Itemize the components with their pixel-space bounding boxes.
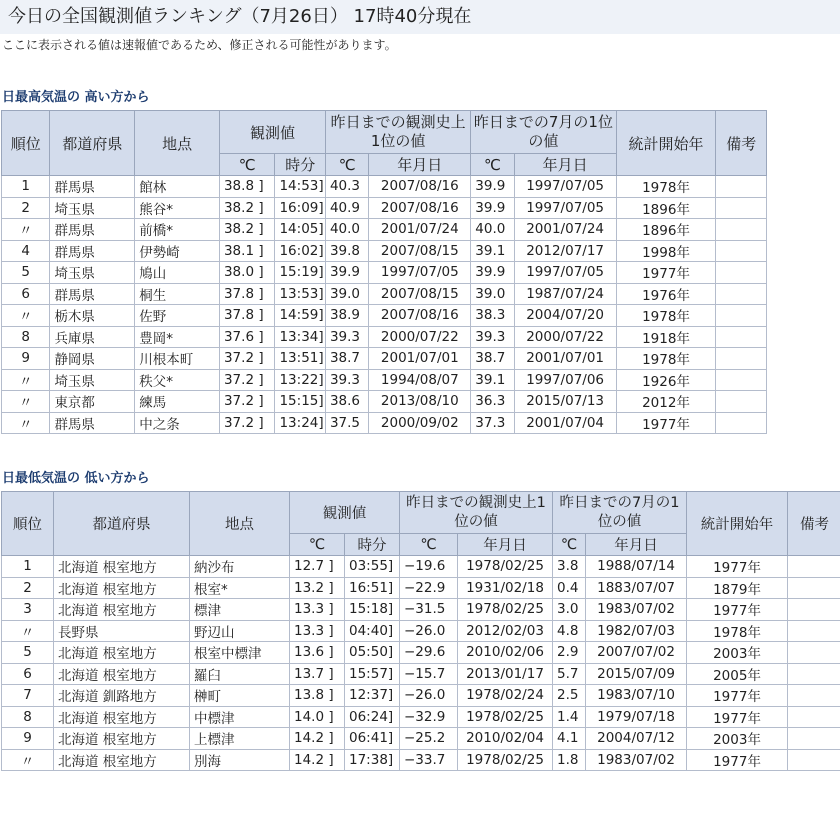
header-place: 地点 (190, 492, 290, 556)
table-row (2, 219, 767, 241)
july-temp-cell: 1.4 (553, 706, 586, 728)
obs-temp-cell: 37.2 ] (219, 369, 275, 391)
prefecture-cell: 群馬県 (50, 219, 135, 241)
remarks-cell (788, 706, 840, 728)
header-record-all-time: 昨日までの観測史上1位の値 (400, 492, 553, 534)
start-year-cell: 1998年 (616, 240, 716, 262)
table-row (2, 577, 840, 599)
july-date-cell: 1987/07/24 (514, 283, 616, 305)
july-date-cell: 1997/07/05 (514, 176, 616, 198)
table-row (2, 326, 767, 348)
table-row (2, 599, 840, 621)
july-date-cell: 1983/07/02 (586, 749, 687, 771)
obs-temp-cell: 13.3 ] (290, 620, 345, 642)
obs-temp-cell: 13.3 ] (290, 599, 345, 621)
place-cell: 桐生 (135, 283, 220, 305)
rank-cell: 7 (2, 685, 54, 707)
obs-time-cell: 06:24] (345, 706, 400, 728)
header-place: 地点 (135, 111, 220, 176)
july-date-cell: 1983/07/02 (586, 599, 687, 621)
obs-temp-cell: 14.0 ] (290, 706, 345, 728)
obs-time-cell: 06:41] (345, 728, 400, 750)
remarks-cell (716, 391, 767, 413)
page-title: 今日の全国観測値ランキング（7月26日） 17時40分現在 (0, 0, 840, 34)
obs-temp-cell: 37.8 ] (219, 305, 275, 327)
place-cell: 根室中標津 (190, 642, 290, 664)
july-date-cell: 2001/07/04 (514, 412, 616, 434)
obs-temp-cell: 13.2 ] (290, 577, 345, 599)
obs-temp-cell: 13.7 ] (290, 663, 345, 685)
prefecture-cell: 北海道 根室地方 (54, 728, 190, 750)
place-cell: 中標津 (190, 706, 290, 728)
record-date-cell: 2007/08/16 (369, 176, 471, 198)
place-cell: 秩父* (135, 369, 220, 391)
obs-time-cell: 15:57] (345, 663, 400, 685)
july-date-cell: 2015/07/09 (586, 663, 687, 685)
record-date-cell: 2001/07/24 (369, 219, 471, 241)
header-rec-date: 年月日 (458, 534, 553, 556)
july-temp-cell: 39.9 (471, 262, 514, 284)
place-cell: 練馬 (135, 391, 220, 413)
prefecture-cell: 北海道 根室地方 (54, 577, 190, 599)
rank-cell: 〃 (2, 369, 50, 391)
rank-cell: 5 (2, 642, 54, 664)
prefecture-cell: 北海道 根室地方 (54, 556, 190, 578)
table-row (2, 369, 767, 391)
record-temp-cell: −26.0 (400, 620, 458, 642)
rank-cell: 〃 (2, 620, 54, 642)
prefecture-cell: 兵庫県 (50, 326, 135, 348)
rank-cell: 8 (2, 706, 54, 728)
record-date-cell: 2010/02/04 (458, 728, 553, 750)
header-jul-temp: ℃ (553, 534, 586, 556)
header-remarks: 備考 (716, 111, 767, 176)
record-date-cell: 2010/02/06 (458, 642, 553, 664)
remarks-cell (788, 556, 840, 578)
start-year-cell: 1977年 (687, 706, 788, 728)
place-cell: 豊岡* (135, 326, 220, 348)
obs-time-cell: 13:34] (275, 326, 325, 348)
july-date-cell: 1983/07/10 (586, 685, 687, 707)
min-temp-section-title: 日最低気温の 低い方から (2, 471, 150, 486)
record-temp-cell: −29.6 (400, 642, 458, 664)
obs-temp-cell: 14.2 ] (290, 749, 345, 771)
july-temp-cell: 39.9 (471, 176, 514, 198)
place-cell: 佐野 (135, 305, 220, 327)
july-temp-cell: 40.0 (471, 219, 514, 241)
obs-time-cell: 03:55] (345, 556, 400, 578)
record-date-cell: 2012/02/03 (458, 620, 553, 642)
table-row (2, 620, 840, 642)
prefecture-cell: 北海道 根室地方 (54, 599, 190, 621)
header-rank: 順位 (2, 492, 54, 556)
prefecture-cell: 北海道 根室地方 (54, 663, 190, 685)
header-rec-temp: ℃ (400, 534, 458, 556)
july-temp-cell: 3.0 (553, 599, 586, 621)
header-rec-date: 年月日 (369, 154, 471, 176)
record-date-cell: 2013/01/17 (458, 663, 553, 685)
obs-temp-cell: 37.2 ] (219, 412, 275, 434)
july-temp-cell: 4.1 (553, 728, 586, 750)
record-date-cell: 2007/08/16 (369, 197, 471, 219)
place-cell: 熊谷* (135, 197, 220, 219)
rank-cell: 2 (2, 197, 50, 219)
obs-time-cell: 15:18] (345, 599, 400, 621)
rank-cell: 9 (2, 728, 54, 750)
remarks-cell (716, 219, 767, 241)
record-temp-cell: 40.9 (325, 197, 368, 219)
july-date-cell: 2015/07/13 (514, 391, 616, 413)
obs-temp-cell: 37.2 ] (219, 348, 275, 370)
july-temp-cell: 39.0 (471, 283, 514, 305)
start-year-cell: 1926年 (616, 369, 716, 391)
july-temp-cell: 0.4 (553, 577, 586, 599)
obs-time-cell: 13:53] (275, 283, 325, 305)
table-row (2, 749, 840, 771)
place-cell: 羅臼 (190, 663, 290, 685)
place-cell: 前橋* (135, 219, 220, 241)
record-date-cell: 2007/08/15 (369, 240, 471, 262)
remarks-cell (716, 326, 767, 348)
july-date-cell: 2004/07/12 (586, 728, 687, 750)
record-temp-cell: −33.7 (400, 749, 458, 771)
july-temp-cell: 39.1 (471, 369, 514, 391)
prefecture-cell: 群馬県 (50, 240, 135, 262)
record-temp-cell: 40.0 (325, 219, 368, 241)
july-date-cell: 1982/07/03 (586, 620, 687, 642)
table-row (2, 348, 767, 370)
obs-time-cell: 15:15] (275, 391, 325, 413)
record-temp-cell: 40.3 (325, 176, 368, 198)
table-row (2, 728, 840, 750)
rank-cell: 〃 (2, 305, 50, 327)
rank-cell: 〃 (2, 412, 50, 434)
remarks-cell (716, 262, 767, 284)
remarks-cell (716, 283, 767, 305)
july-date-cell: 2001/07/01 (514, 348, 616, 370)
july-date-cell: 1988/07/14 (586, 556, 687, 578)
obs-time-cell: 16:09] (275, 197, 325, 219)
july-date-cell: 2007/07/02 (586, 642, 687, 664)
obs-time-cell: 16:51] (345, 577, 400, 599)
remarks-cell (788, 663, 840, 685)
obs-time-cell: 13:51] (275, 348, 325, 370)
start-year-cell: 1977年 (687, 556, 788, 578)
prefecture-cell: 埼玉県 (50, 262, 135, 284)
header-rec-temp: ℃ (325, 154, 368, 176)
remarks-cell (716, 348, 767, 370)
prefecture-cell: 北海道 根室地方 (54, 642, 190, 664)
header-observed: 観測値 (219, 111, 325, 154)
record-temp-cell: −15.7 (400, 663, 458, 685)
obs-temp-cell: 12.7 ] (290, 556, 345, 578)
record-date-cell: 2001/07/01 (369, 348, 471, 370)
rank-cell: 5 (2, 262, 50, 284)
place-cell: 納沙布 (190, 556, 290, 578)
july-temp-cell: 38.3 (471, 305, 514, 327)
prefecture-cell: 東京都 (50, 391, 135, 413)
record-temp-cell: 39.3 (325, 369, 368, 391)
july-temp-cell: 2.5 (553, 685, 586, 707)
record-temp-cell: −32.9 (400, 706, 458, 728)
obs-temp-cell: 38.2 ] (219, 219, 275, 241)
start-year-cell: 1978年 (616, 348, 716, 370)
remarks-cell (716, 369, 767, 391)
july-date-cell: 1997/07/05 (514, 262, 616, 284)
record-date-cell: 1978/02/25 (458, 706, 553, 728)
record-date-cell: 2007/08/15 (369, 283, 471, 305)
rank-cell: 〃 (2, 749, 54, 771)
start-year-cell: 1978年 (616, 305, 716, 327)
start-year-cell: 2003年 (687, 728, 788, 750)
start-year-cell: 1977年 (616, 412, 716, 434)
record-temp-cell: 39.0 (325, 283, 368, 305)
header-start-year: 統計開始年 (687, 492, 788, 556)
table-row (2, 391, 767, 413)
record-date-cell: 1997/07/05 (369, 262, 471, 284)
header-obs-time: 時分 (345, 534, 400, 556)
july-temp-cell: 1.8 (553, 749, 586, 771)
prefecture-cell: 埼玉県 (50, 369, 135, 391)
rank-cell: 6 (2, 663, 54, 685)
prefecture-cell: 静岡県 (50, 348, 135, 370)
july-date-cell: 2004/07/20 (514, 305, 616, 327)
start-year-cell: 1978年 (616, 176, 716, 198)
july-date-cell: 1883/07/07 (586, 577, 687, 599)
prefecture-cell: 長野県 (54, 620, 190, 642)
record-date-cell: 2000/07/22 (369, 326, 471, 348)
prefecture-cell: 北海道 釧路地方 (54, 685, 190, 707)
header-observed: 観測値 (290, 492, 400, 534)
obs-temp-cell: 13.8 ] (290, 685, 345, 707)
prefecture-cell: 北海道 根室地方 (54, 706, 190, 728)
rank-cell: 4 (2, 240, 50, 262)
table-row (2, 685, 840, 707)
remarks-cell (788, 685, 840, 707)
obs-time-cell: 16:02] (275, 240, 325, 262)
rank-cell: 9 (2, 348, 50, 370)
obs-temp-cell: 37.6 ] (219, 326, 275, 348)
table-row (2, 305, 767, 327)
july-temp-cell: 39.9 (471, 197, 514, 219)
table-row (2, 706, 840, 728)
rank-cell: 〃 (2, 219, 50, 241)
obs-time-cell: 05:50] (345, 642, 400, 664)
obs-time-cell: 14:59] (275, 305, 325, 327)
max-temp-section-title: 日最高気温の 高い方から (2, 90, 150, 105)
obs-temp-cell: 38.0 ] (219, 262, 275, 284)
prefecture-cell: 群馬県 (50, 283, 135, 305)
remarks-cell (716, 240, 767, 262)
july-temp-cell: 39.3 (471, 326, 514, 348)
rank-cell: 3 (2, 599, 54, 621)
header-remarks: 備考 (788, 492, 840, 556)
rank-cell: 6 (2, 283, 50, 305)
record-temp-cell: −25.2 (400, 728, 458, 750)
start-year-cell: 1896年 (616, 197, 716, 219)
july-temp-cell: 38.7 (471, 348, 514, 370)
obs-time-cell: 13:24] (275, 412, 325, 434)
obs-time-cell: 17:38] (345, 749, 400, 771)
table-row (2, 176, 767, 198)
obs-time-cell: 14:53] (275, 176, 325, 198)
start-year-cell: 1879年 (687, 577, 788, 599)
july-temp-cell: 3.8 (553, 556, 586, 578)
july-temp-cell: 2.9 (553, 642, 586, 664)
start-year-cell: 1918年 (616, 326, 716, 348)
july-date-cell: 2000/07/22 (514, 326, 616, 348)
table-row (2, 262, 767, 284)
july-temp-cell: 4.8 (553, 620, 586, 642)
table-row (2, 240, 767, 262)
remarks-cell (788, 728, 840, 750)
place-cell: 別海 (190, 749, 290, 771)
place-cell: 上標津 (190, 728, 290, 750)
obs-temp-cell: 38.8 ] (219, 176, 275, 198)
table-row (2, 412, 767, 434)
remarks-cell (788, 599, 840, 621)
july-temp-cell: 39.1 (471, 240, 514, 262)
prefecture-cell: 栃木県 (50, 305, 135, 327)
header-jul-date: 年月日 (514, 154, 616, 176)
prefecture-cell: 群馬県 (50, 412, 135, 434)
header-prefecture: 都道府県 (50, 111, 135, 176)
min-temp-table (1, 491, 840, 771)
record-temp-cell: −31.5 (400, 599, 458, 621)
record-temp-cell: −19.6 (400, 556, 458, 578)
record-date-cell: 2000/09/02 (369, 412, 471, 434)
july-temp-cell: 36.3 (471, 391, 514, 413)
start-year-cell: 1977年 (687, 685, 788, 707)
header-record-all-time: 昨日までの観測史上1位の値 (325, 111, 470, 154)
place-cell: 館林 (135, 176, 220, 198)
july-date-cell: 1997/07/06 (514, 369, 616, 391)
record-temp-cell: −26.0 (400, 685, 458, 707)
place-cell: 伊勢崎 (135, 240, 220, 262)
obs-time-cell: 12:37] (345, 685, 400, 707)
header-start-year: 統計開始年 (616, 111, 716, 176)
prefecture-cell: 北海道 根室地方 (54, 749, 190, 771)
obs-time-cell: 15:19] (275, 262, 325, 284)
start-year-cell: 1896年 (616, 219, 716, 241)
record-date-cell: 1978/02/25 (458, 599, 553, 621)
remarks-cell (788, 749, 840, 771)
start-year-cell: 1976年 (616, 283, 716, 305)
remarks-cell (716, 197, 767, 219)
header-prefecture: 都道府県 (54, 492, 190, 556)
place-cell: 川根本町 (135, 348, 220, 370)
record-date-cell: 2013/08/10 (369, 391, 471, 413)
july-temp-cell: 37.3 (471, 412, 514, 434)
header-obs-time: 時分 (275, 154, 325, 176)
obs-temp-cell: 38.1 ] (219, 240, 275, 262)
july-temp-cell: 5.7 (553, 663, 586, 685)
header-obs-temp: ℃ (290, 534, 345, 556)
record-temp-cell: 39.9 (325, 262, 368, 284)
start-year-cell: 1977年 (616, 262, 716, 284)
record-temp-cell: 38.9 (325, 305, 368, 327)
rank-cell: 1 (2, 556, 54, 578)
july-date-cell: 2012/07/17 (514, 240, 616, 262)
table-row (2, 642, 840, 664)
max-temp-table (1, 110, 767, 434)
record-date-cell: 1978/02/24 (458, 685, 553, 707)
remarks-cell (716, 176, 767, 198)
rank-cell: 8 (2, 326, 50, 348)
place-cell: 標津 (190, 599, 290, 621)
remarks-cell (788, 620, 840, 642)
place-cell: 野辺山 (190, 620, 290, 642)
table-row (2, 197, 767, 219)
record-temp-cell: 38.7 (325, 348, 368, 370)
place-cell: 榊町 (190, 685, 290, 707)
july-date-cell: 2001/07/24 (514, 219, 616, 241)
header-jul-date: 年月日 (586, 534, 687, 556)
obs-temp-cell: 37.8 ] (219, 283, 275, 305)
remarks-cell (788, 642, 840, 664)
prefecture-cell: 群馬県 (50, 176, 135, 198)
rank-cell: 2 (2, 577, 54, 599)
table-row (2, 556, 840, 578)
place-cell: 鳩山 (135, 262, 220, 284)
record-date-cell: 2007/08/16 (369, 305, 471, 327)
remarks-cell (716, 412, 767, 434)
record-date-cell: 1978/02/25 (458, 556, 553, 578)
obs-time-cell: 13:22] (275, 369, 325, 391)
start-year-cell: 2003年 (687, 642, 788, 664)
rank-cell: 〃 (2, 391, 50, 413)
place-cell: 中之条 (135, 412, 220, 434)
july-date-cell: 1997/07/05 (514, 197, 616, 219)
start-year-cell: 1977年 (687, 749, 788, 771)
preliminary-note: ここに表示される値は速報値であるため、修正される可能性があります。 (2, 38, 397, 52)
record-temp-cell: 38.6 (325, 391, 368, 413)
header-record-july: 昨日までの7月の1位の値 (471, 111, 616, 154)
rank-cell: 1 (2, 176, 50, 198)
july-date-cell: 1979/07/18 (586, 706, 687, 728)
record-temp-cell: 37.5 (325, 412, 368, 434)
remarks-cell (716, 305, 767, 327)
header-rank: 順位 (2, 111, 50, 176)
table-row (2, 663, 840, 685)
prefecture-cell: 埼玉県 (50, 197, 135, 219)
obs-temp-cell: 38.2 ] (219, 197, 275, 219)
start-year-cell: 1977年 (687, 599, 788, 621)
start-year-cell: 2012年 (616, 391, 716, 413)
record-temp-cell: 39.8 (325, 240, 368, 262)
start-year-cell: 1978年 (687, 620, 788, 642)
header-record-july: 昨日までの7月の1位の値 (553, 492, 687, 534)
start-year-cell: 2005年 (687, 663, 788, 685)
table-row (2, 283, 767, 305)
obs-time-cell: 14:05] (275, 219, 325, 241)
header-obs-temp: ℃ (219, 154, 275, 176)
record-date-cell: 1931/02/18 (458, 577, 553, 599)
record-date-cell: 1978/02/25 (458, 749, 553, 771)
remarks-cell (788, 577, 840, 599)
place-cell: 根室* (190, 577, 290, 599)
obs-temp-cell: 37.2 ] (219, 391, 275, 413)
obs-temp-cell: 13.6 ] (290, 642, 345, 664)
header-jul-temp: ℃ (471, 154, 514, 176)
record-temp-cell: 39.3 (325, 326, 368, 348)
obs-temp-cell: 14.2 ] (290, 728, 345, 750)
record-temp-cell: −22.9 (400, 577, 458, 599)
obs-time-cell: 04:40] (345, 620, 400, 642)
record-date-cell: 1994/08/07 (369, 369, 471, 391)
